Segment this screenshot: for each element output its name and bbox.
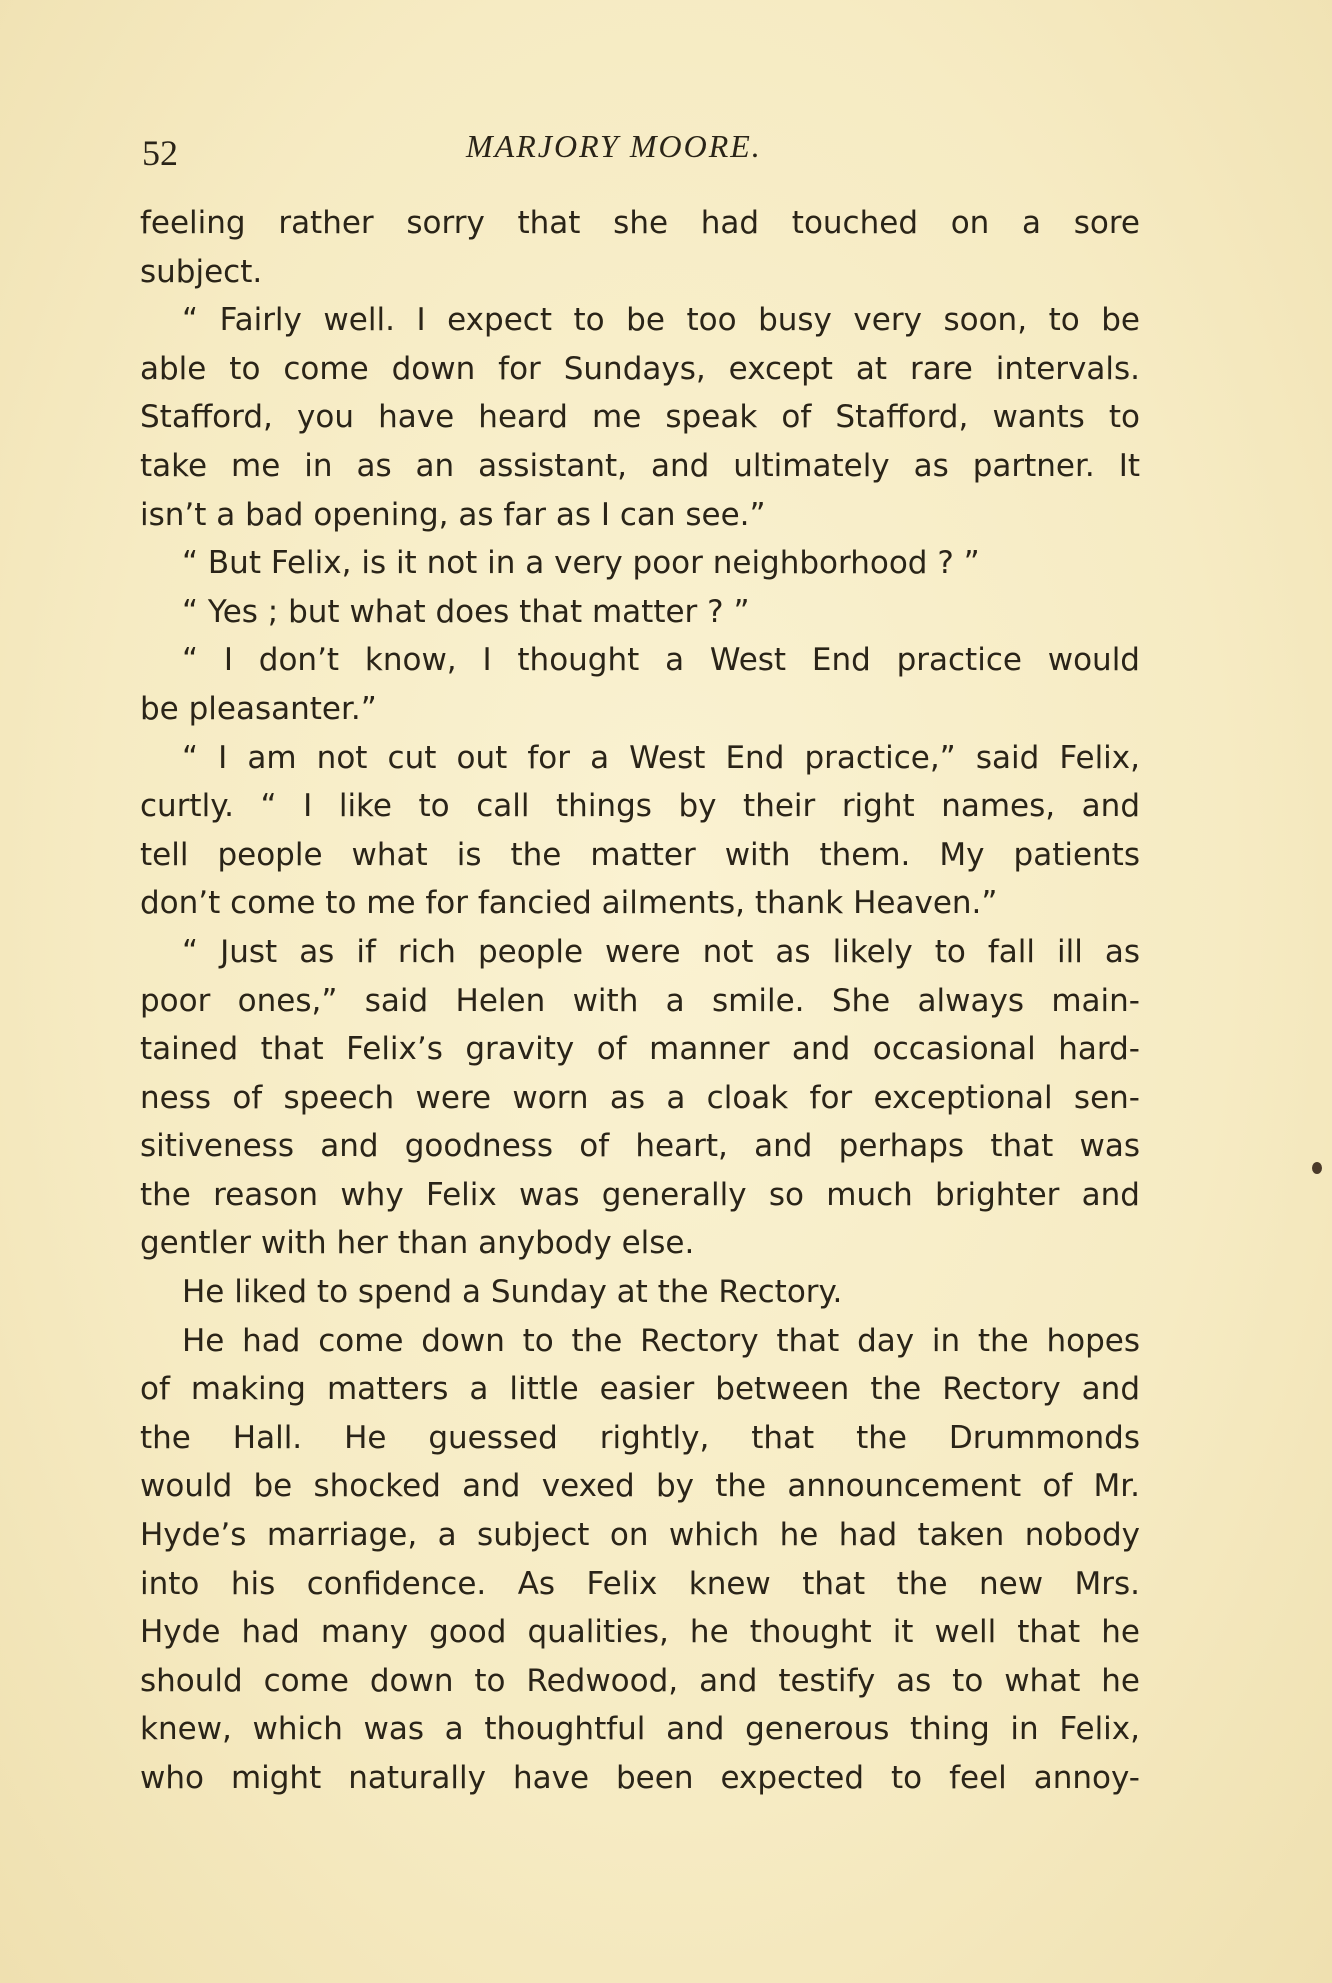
text-line: Hyde’s marriage, a subject on which he had taken nobody (140, 1517, 1140, 1554)
text-line: who might naturally have been expected to feel annoy- (140, 1760, 1140, 1796)
text-line: “ But Felix, is it not in a very poor neighborhood ? ” (182, 545, 980, 582)
text-line: take me in as an assistant, and ultimately as partner. It (140, 447, 1140, 484)
text-line: “ Just as if rich people were not as likely to fall ill as (182, 933, 1140, 970)
text-line: don’t come to me for fancied ailments, thank Heaven.” (140, 885, 998, 922)
text-line: sitiveness and goodness of heart, and perhaps that was (140, 1128, 1140, 1165)
text-line: knew, which was a thoughtful and generous thing in Felix, (140, 1711, 1140, 1748)
text-line: “ I don’t know, I thought a West End practice would (182, 642, 1140, 679)
text-line: the reason why Felix was generally so much brighter and (140, 1176, 1140, 1213)
text-line: “ Yes ; but what does that matter ? ” (182, 593, 750, 630)
text-line: be pleasanter.” (140, 690, 377, 727)
ink-speck (1312, 1162, 1322, 1174)
text-line: subject. (140, 253, 263, 290)
page-number: 52 (142, 133, 178, 173)
running-title: MARJORY MOORE. (466, 128, 762, 164)
text-line: ness of speech were worn as a cloak for exceptional sen- (140, 1079, 1140, 1116)
text-line: would be shocked and vexed by the announcement of Mr. (140, 1468, 1140, 1505)
text-line: isn’t a bad opening, as far as I can see.” (140, 496, 766, 533)
text-line: Stafford, you have heard me speak of Stafford, wants to (140, 399, 1140, 436)
text-line: Hyde had many good qualities, he thought it well that he (140, 1614, 1140, 1651)
text-line: He had come down to the Rectory that day in the hopes (182, 1322, 1140, 1359)
text-line: feeling rather sorry that she had touched on a sore (140, 205, 1140, 241)
text-line: “ Fairly well. I expect to be too busy very soon, to be (182, 302, 1140, 339)
text-line: should come down to Redwood, and testify as to what he (140, 1662, 1140, 1699)
text-line: He liked to spend a Sunday at the Rectory. (182, 1274, 843, 1311)
text-line: gentler with her than anybody else. (140, 1225, 695, 1262)
text-line: tell people what is the matter with them. My patients (140, 836, 1140, 873)
text-line: tained that Felix’s gravity of manner and occasional hard- (140, 1031, 1140, 1068)
text-line: curtly. “ I like to call things by their right names, and (140, 788, 1140, 825)
text-line: poor ones,” said Helen with a smile. She always main- (140, 982, 1140, 1019)
body-text (140, 199, 1140, 1803)
text-line: able to come down for Sundays, except at rare intervals. (140, 350, 1140, 387)
text-line: the Hall. He guessed rightly, that the Drummonds (140, 1419, 1140, 1456)
text-line: into his confidence. As Felix knew that the new Mrs. (140, 1565, 1140, 1602)
text-line: “ I am not cut out for a West End practice,” said Felix, (182, 739, 1140, 776)
text-line: of making matters a little easier between the Rectory and (140, 1371, 1140, 1408)
